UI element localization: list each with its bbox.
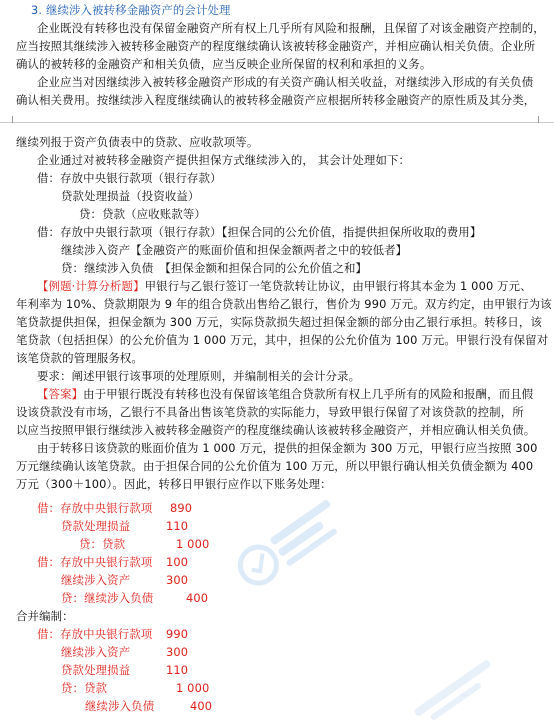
journal-amount: 400: [190, 699, 213, 713]
watermark-logo-icon: [212, 470, 362, 620]
journal-label: 继续涉入资产: [61, 573, 131, 587]
entry-line: [37, 225, 481, 240]
answer-line: [37, 387, 533, 402]
watermark-logo-icon: [400, 660, 520, 720]
journal-amount: 990: [166, 627, 189, 641]
paragraph-line: 应当按照其继续涉入被转移金融资产的程度继续确认该被转移金融资产，并相应确认相关负债。企业所: [16, 39, 536, 53]
page-corner-mark: [12, 116, 13, 123]
answer-line: 万元继续确认该笔贷款。由于担保合同的公允价值为 100 万元，所以甲银行确认相关负债金额为 400: [16, 459, 534, 473]
example-line: 该笔贷款的管理服务权。: [16, 351, 143, 365]
example-tag: 【例题·计算分析题】: [37, 279, 145, 293]
journal-amount: 110: [166, 519, 189, 533]
paragraph-line: 企业既没有转移也没有保留金融资产所有权上几乎所有风险和报酬，且保留了对该金融资产控制的，: [37, 21, 545, 35]
entry-note: 【担保金额和担保合同的公允价值之和】: [159, 261, 368, 275]
journal-label: 借：存放中央银行款项: [37, 501, 153, 515]
entry-line: 贷：贷款（应收账款等）: [79, 207, 206, 221]
journal-label: 贷款处理损益: [61, 663, 131, 677]
entry-account: 贷：继续涉入负债: [61, 261, 154, 275]
journal-amount: 110: [166, 663, 189, 677]
journal-label: 贷：继续涉入负债: [61, 591, 154, 605]
journal-label: 继续涉入负债: [85, 699, 155, 713]
journal-label: 借：存放中央银行款项: [37, 627, 153, 641]
page-break-rule: [0, 122, 554, 123]
paragraph-line: 企业通过对被转移金融资产提供担保方式继续涉入的， 其会计处理如下：: [37, 153, 411, 167]
example-line: 笔贷款（包括担保）的公允价值为 1 000 万元，其中，担保的公允价值为 100 万元。甲银行没有保留对: [16, 333, 549, 347]
journal-amount: 300: [166, 645, 189, 659]
page-corner-mark: [538, 116, 539, 123]
journal-label: 贷：贷款: [61, 681, 108, 695]
answer-line: 以应当按照甲银行继续涉入被转移金融资产的程度继续确认该被转移金融资产，并相应确认相关负债。: [16, 423, 536, 437]
paragraph-line: 企业应当对因继续涉入被转移金融资产形成的有关资产确认相关收益，对继续涉入形成的有关负债: [37, 75, 534, 89]
journal-amount: 890: [170, 501, 193, 515]
journal-amount: 400: [186, 591, 209, 605]
entry-line: 贷款处理损益（投资收益）: [61, 189, 200, 203]
entry-account: 借：存放中央银行款项（银行存款）: [37, 225, 222, 239]
example-text: 甲银行与乙银行签订一笔贷款转让协议，由甲银行将其本金为 1 000 万元、: [144, 279, 532, 293]
entry-note: 【担保合同的公允价值，指提供担保所收取的费用】: [221, 225, 482, 239]
answer-text: 由于甲银行既没有转移也没有保留该笔组合贷款所有权上几乎所有的风险和报酬，而且假: [83, 387, 534, 401]
page-break: [0, 116, 554, 130]
entry-line: [61, 243, 407, 258]
example-line: [37, 279, 532, 294]
journal-label: 贷款处理损益: [61, 519, 131, 533]
journal-label: 借：存放中央银行款项: [37, 555, 153, 569]
paragraph-line: 继续列报于资产负债表中的贷款、应收款项等。: [16, 135, 259, 149]
journal-amount: 100: [166, 555, 189, 569]
entry-account: 继续涉入资产: [61, 243, 131, 257]
answer-line: 万元（300＋100）。因此，转移日甲银行应作以下账务处理：: [16, 477, 332, 491]
journal-amount: 300: [166, 573, 189, 587]
example-line: 笔贷款提供担保，担保金额为 300 万元，实际贷款损失超过担保金额的部分由乙银行承担。转移日，该: [16, 315, 542, 329]
combined-title: 合并编制：: [16, 609, 74, 623]
example-line: 年利率为 10%、贷款期限为 9 年的组合贷款出售给乙银行，售价为 990 万元。双方约定，由甲银行为该: [16, 297, 552, 311]
answer-line: 设该贷款没有市场，乙银行不具备出售该笔贷款的实际能力，导致甲银行保留了对该贷款的控制，所: [16, 405, 524, 419]
requirement-line: 要求：阐述甲银行该事项的处理原则，并编制相关的会计分录。: [37, 369, 361, 383]
entry-note: 【金融资产的账面价值和担保金额两者之中的较低者】: [130, 243, 408, 257]
paragraph-line: 确认的被转移的金融资产和相关负债，应当反映企业所保留的权利和承担的义务。: [16, 57, 432, 71]
journal-label: 继续涉入资产: [61, 645, 131, 659]
section-heading: 3. 继续涉入被转移金融资产的会计处理: [31, 3, 231, 17]
entry-line: 借：存放中央银行款项（银行存款）: [37, 171, 222, 185]
answer-tag: 【答案】: [37, 387, 84, 401]
answer-line: 由于转移日该贷款的账面价值为 1 000 万元，提供的担保金额为 300 万元，甲银行应当按照 300: [37, 441, 538, 455]
journal-label: 贷：贷款: [79, 537, 126, 551]
journal-amount: 1 000: [176, 537, 210, 551]
journal-amount: 1 000: [176, 681, 210, 695]
paragraph-line: 确认相关费用。按继续涉入程度继续确认的被转移金融资产应根据所转移金融资产的原性质及其分类，: [16, 93, 536, 107]
entry-line: [61, 261, 367, 276]
